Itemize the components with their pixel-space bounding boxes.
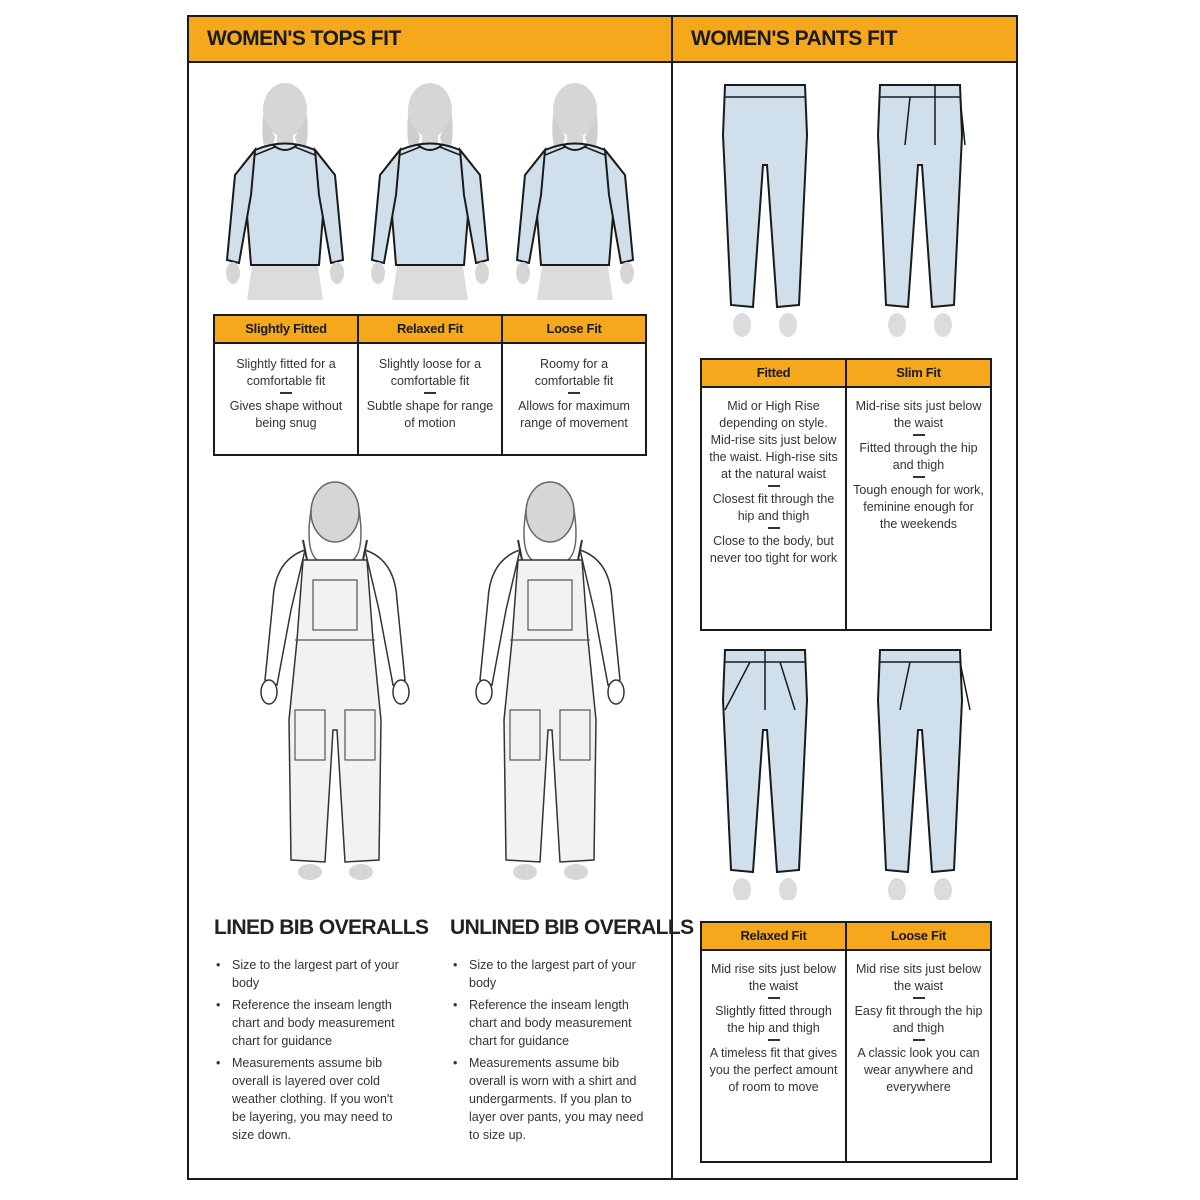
pants-col-text: Closest fit through the hip and thigh [712, 492, 835, 523]
list-item: • Reference the inseam length chart and body measurement chart for guidance [451, 996, 646, 1050]
bib-list-lined [214, 956, 404, 1148]
separator-dash [768, 527, 780, 529]
list-item: • Measurements assume bib overall is worn with a shirt and undergarments. If you plan to layer over pants, you may need to size up. [451, 1054, 646, 1144]
bib-title-lined: LINED BIB OVERALLS [214, 916, 429, 939]
tops-col-body [357, 344, 501, 456]
pants-col-text: Mid rise sits just below the waist [710, 962, 837, 993]
pants-col-text: Mid rise sits just below the waist [855, 962, 982, 993]
tops-col-body [501, 344, 645, 456]
tops-col-text: Allows for maximum range of movement [518, 399, 630, 430]
tops-col-text: Roomy for a comfortable fit [534, 357, 614, 388]
tops-col-title: Slightly Fitted [245, 321, 327, 336]
pants-col-title: Fitted [756, 365, 791, 380]
list-item: • Reference the inseam length chart and body measurement chart for guidance [214, 996, 404, 1050]
list-item: • Size to the largest part of your body [214, 956, 404, 992]
bib-overall-figures [250, 480, 650, 890]
pants-header [673, 17, 1016, 63]
tops-col-text: Gives shape without being snug [229, 399, 343, 430]
tops-figures [205, 75, 665, 305]
tops-col-text: Subtle shape for range of motion [366, 399, 494, 430]
pants-col-text: Slightly fitted through the hip and thigh [715, 1004, 832, 1035]
pants-col-text: Easy fit through the hip and thigh [854, 1004, 983, 1035]
list-item: • Measurements assume bib overall is layered over cold weather clothing. If you won't be layering, you may need to size down. [214, 1054, 404, 1144]
pants-col-title: Relaxed Fit [740, 928, 807, 943]
separator-dash [913, 997, 925, 999]
separator-dash [913, 1039, 925, 1041]
pants-col-text: A timeless fit that gives you the perfect amount of room to move [709, 1046, 838, 1094]
separator-dash [768, 1039, 780, 1041]
pants-col-text: Close to the body, but never too tight for work [709, 534, 838, 565]
pants-col-body [845, 388, 990, 631]
tops-col-text: Slightly loose for a comfortable fit [378, 357, 482, 388]
pants-col-body [845, 951, 990, 1163]
pants-col-body [702, 388, 845, 631]
bib-list-unlined [451, 956, 646, 1148]
pants-header-title: WOMEN'S PANTS FIT [691, 27, 898, 50]
pants-col-title: Loose Fit [845, 923, 990, 949]
list-item: • Size to the largest part of your body [451, 956, 646, 992]
separator-dash [568, 392, 580, 394]
pants-col-title: Slim Fit [845, 360, 990, 386]
separator-dash [280, 392, 292, 394]
pants-col-text: Mid-rise sits just below the waist [855, 399, 982, 430]
tops-col-body [215, 344, 357, 456]
tops-header-title: WOMEN'S TOPS FIT [207, 27, 401, 50]
pants-col-text: Mid or High Rise depending on style. Mid-rise sits just below the waist. High-rise sits at the natural waist [709, 399, 838, 481]
pants-fit-table-2 [700, 921, 992, 1163]
column-divider [671, 15, 673, 1180]
pants-fit-table-1 [700, 358, 992, 631]
pants-figures-bottom [700, 640, 1000, 900]
tops-col-title: Loose Fit [501, 316, 645, 342]
separator-dash [768, 997, 780, 999]
separator-dash [913, 476, 925, 478]
pants-col-text: Tough enough for work, feminine enough for the weekends [853, 483, 984, 531]
tops-fit-table [213, 314, 647, 456]
pants-col-text: A classic look you can wear anywhere and everywhere [857, 1046, 980, 1094]
tops-header [189, 17, 671, 63]
separator-dash [913, 434, 925, 436]
bib-title-unlined: UNLINED BIB OVERALLS [450, 916, 694, 939]
tops-col-title: Relaxed Fit [357, 316, 501, 342]
separator-dash [424, 392, 436, 394]
pants-figures-top [700, 75, 1000, 345]
separator-dash [768, 485, 780, 487]
pants-col-body [702, 951, 845, 1163]
pants-col-text: Fitted through the hip and thigh [859, 441, 978, 472]
tops-col-text: Slightly fitted for a comfortable fit [236, 357, 336, 388]
